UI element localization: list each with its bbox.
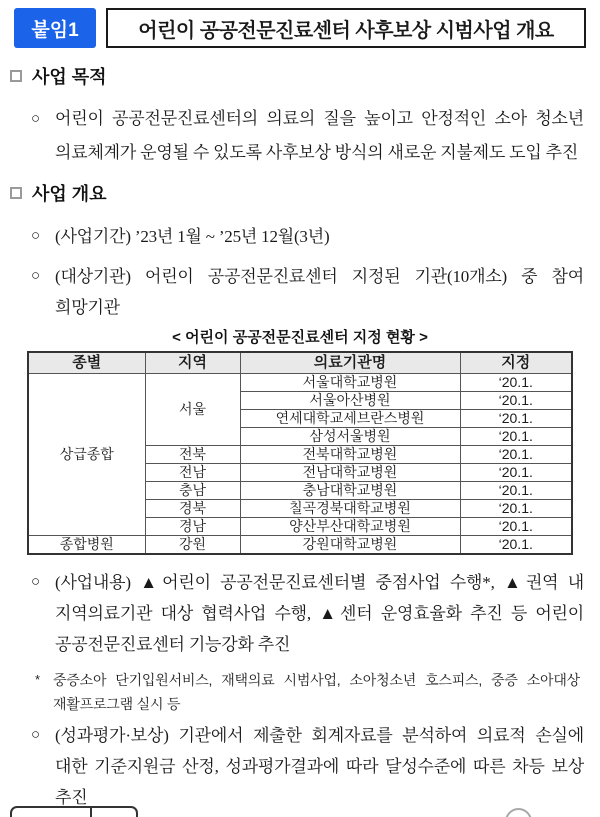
cell-type: 상급종합 [28,373,145,535]
col-header-type: 종별 [28,352,145,373]
footnote [35,668,580,716]
document-title-box [106,8,586,48]
square-bullet-icon [10,70,22,82]
cell-hospital: 삼성서울병원 [240,427,460,445]
cell-date: ‘20.1. [460,391,572,409]
col-header-region: 지역 [145,352,240,373]
cutoff-info-box [10,806,138,817]
purpose-text: 어린이 공공전문진료센터의 의료의 질을 높이고 안정적인 소아 청소년 의료체계가 운영될 수 있도록 사후보상 방식의 새로운 지불제도 도입 추진 [55,109,584,162]
item-target-institutions-text: (대상기관) 어린이 공공전문진료센터 지정된 기관(10개소) 중 참여 희망기관 [55,267,584,317]
table-header-row [28,352,572,373]
section-heading-purpose [10,63,600,89]
cell-hospital: 양산부산대학교병원 [240,517,460,535]
cell-hospital: 서울대학교병원 [240,373,460,391]
cell-hospital: 강원대학교병원 [240,535,460,554]
cell-region: 충남 [145,481,240,499]
cell-date: ‘20.1. [460,481,572,499]
cell-region: 경북 [145,499,240,517]
item-project-content [31,567,584,660]
circle-bullet-icon: ○ [31,111,41,127]
cell-hospital: 충남대학교병원 [240,481,460,499]
item-target-institutions [31,261,584,323]
item-performance-evaluation-text: (성과평가·보상) 기관에서 제출한 회계자료를 분석하여 의료적 손실에 대한 기준지원금 산정, 성과평가결과에 따라 달성수준에 따른 차등 보상 추진 [55,725,584,807]
cell-date: ‘20.1. [460,535,572,554]
purpose-item [31,102,584,170]
circle-bullet-icon: ○ [31,268,41,284]
designation-table [27,351,573,555]
cutoff-info-box-divider [90,808,92,817]
table-row [28,373,572,391]
section-heading-purpose-label: 사업 목적 [32,67,107,87]
section-heading-overview-label: 사업 개요 [32,184,107,204]
cell-region: 강원 [145,535,240,554]
circle-bullet-icon: ○ [31,573,41,590]
cell-date: ‘20.1. [460,517,572,535]
cell-hospital: 서울아산병원 [240,391,460,409]
cell-hospital: 칠곡경북대학교병원 [240,499,460,517]
cell-date: ‘20.1. [460,373,572,391]
cell-date: ‘20.1. [460,427,572,445]
designation-table-caption: < 어린이 공공전문진료센터 지정 현황 > [172,329,428,346]
cell-hospital: 전남대학교병원 [240,463,460,481]
document-header [14,8,586,48]
section-heading-overview [10,180,600,206]
col-header-hospital: 의료기관명 [240,352,460,373]
cell-region: 경남 [145,517,240,535]
item-project-period [31,221,584,252]
cell-date: ‘20.1. [460,445,572,463]
item-performance-evaluation [31,720,584,813]
cell-date: ‘20.1. [460,499,572,517]
cell-region: 전남 [145,463,240,481]
cell-type: 종합병원 [28,535,145,554]
square-bullet-icon [10,187,22,199]
col-header-date: 지정 [460,352,572,373]
cell-hospital: 연세대학교세브란스병원 [240,409,460,427]
attachment-badge: 붙임1 [14,8,96,48]
table-row [28,535,572,554]
cell-region: 서울 [145,373,240,445]
cell-hospital: 전북대학교병원 [240,445,460,463]
cell-date: ‘20.1. [460,409,572,427]
cell-region: 전북 [145,445,240,463]
circle-bullet-icon: ○ [31,228,41,244]
footnote-text: 중증소아 단기입원서비스, 재택의료 시범사업, 소아청소년 호스피스, 중증 소아대상 재활프로그램 실시 등 [53,671,580,712]
circle-bullet-icon: ○ [31,726,41,743]
document-title: 어린이 공공전문진료센터 사후보상 시범사업 개요 [138,19,554,42]
asterisk-marker: * [35,671,41,687]
cell-date: ‘20.1. [460,463,572,481]
item-project-period-text: (사업기간) ’23년 1월 ~ ’25년 12월(3년) [55,227,330,246]
item-project-content-text: (사업내용) ▲어린이 공공전문진료센터별 중점사업 수행*, ▲권역 내 지역의료기관 대상 협력사업 수행, ▲센터 운영효율화 추진 등 어린이 공공전문진료센터 기능강화 추진 [55,572,584,654]
